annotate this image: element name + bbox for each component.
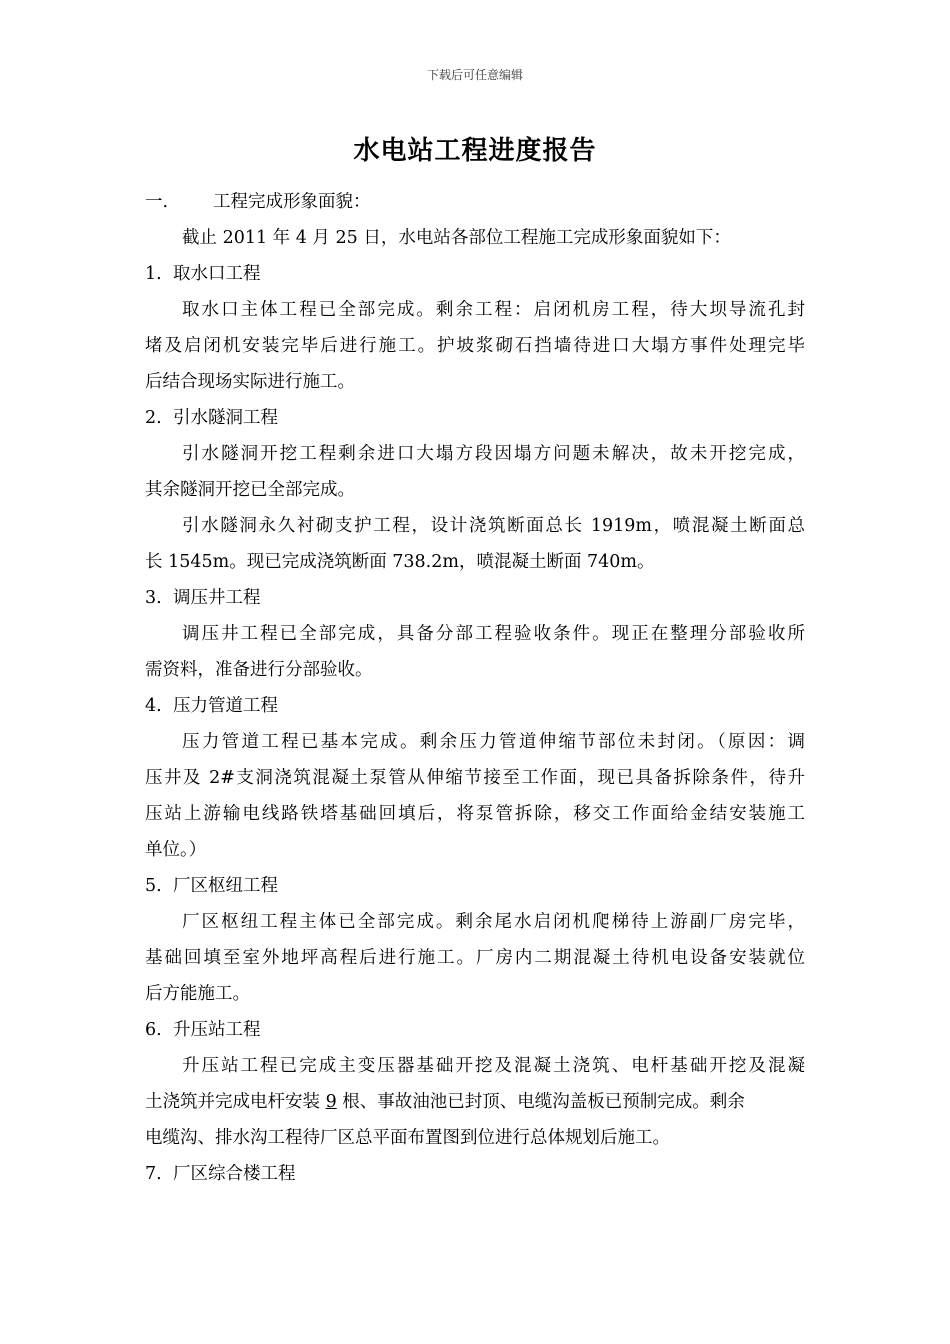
paragraph-line: 压井及 2#支洞浇筑混凝土泵管从伸缩节接至工作面，现已具备拆除条件，待升 xyxy=(145,768,805,788)
document-body xyxy=(145,184,805,1192)
item-heading xyxy=(145,1156,805,1192)
item-number: 2. xyxy=(145,408,162,428)
text-segment: 根、事故油池已封顶、电缆沟盖板已预制完成。剩余 xyxy=(336,1092,745,1112)
item-title: 升压站工程 xyxy=(173,1020,261,1040)
paragraph-line: 后结合现场实际进行施工。 xyxy=(145,372,355,392)
item-title: 压力管道工程 xyxy=(173,696,278,716)
text-segment: 土浇筑并完成电杆安装 xyxy=(145,1092,326,1112)
paragraph-line: 调压井工程已全部完成，具备分部工程验收条件。现正在整理分部验收所 xyxy=(182,624,805,644)
item-title: 引水隧洞工程 xyxy=(173,408,278,428)
item-title: 厂区综合楼工程 xyxy=(173,1164,296,1184)
paragraph-line: 引水隧洞永久衬砌支护工程，设计浇筑断面总长 1919m，喷混凝土断面总 xyxy=(182,516,805,536)
item-heading xyxy=(145,1012,805,1048)
intro-paragraph: 截止 2011 年 4 月 25 日，水电站各部位工程施工完成形象面貌如下： xyxy=(182,228,731,248)
item-heading xyxy=(145,580,805,616)
item-heading xyxy=(145,400,805,436)
item-number: 7. xyxy=(145,1164,162,1184)
paragraph-line: 其余隧洞开挖已全部完成。 xyxy=(145,480,355,500)
paragraph-line: 压力管道工程已基本完成。剩余压力管道伸缩节部位未封闭。（原因：调 xyxy=(182,732,805,752)
item-title: 取水口工程 xyxy=(173,264,261,284)
item-heading xyxy=(145,256,805,292)
paragraph-line: 厂区枢纽工程主体已全部完成。剩余尾水启闭机爬梯待上游副厂房完毕， xyxy=(182,912,805,932)
section-heading xyxy=(145,184,805,220)
paragraph-line: 压站上游输电线路铁塔基础回填后，将泵管拆除，移交工作面给金结安装施工 xyxy=(145,804,805,824)
item-title: 调压井工程 xyxy=(173,588,261,608)
item-number: 5. xyxy=(145,876,162,896)
paragraph-line: 单位。） xyxy=(145,840,207,860)
paragraph-line: 升压站工程已完成主变压器基础开挖及混凝土浇筑、电杆基础开挖及混凝 xyxy=(182,1056,805,1076)
item-number: 4. xyxy=(145,696,162,716)
paragraph-line: 引水隧洞开挖工程剩余进口大塌方段因塌方问题未解决，故未开挖完成， xyxy=(182,444,805,464)
paragraph-line: 需资料，准备进行分部验收。 xyxy=(145,660,373,680)
page-title: 水电站工程进度报告 xyxy=(353,136,597,166)
item-number: 6. xyxy=(145,1020,162,1040)
paragraph-line: 长 1545m。现已完成浇筑断面 738.2m，喷混凝土断面 740m。 xyxy=(145,552,655,572)
paragraph-line: 基础回填至室外地坪高程后进行施工。厂房内二期混凝土待机电设备安装就位 xyxy=(145,948,805,968)
section-number: 一. xyxy=(145,192,169,212)
paragraph-line: 取水口主体工程已全部完成。剩余工程：启闭机房工程，待大坝导流孔封 xyxy=(182,300,805,320)
item-number: 1. xyxy=(145,264,162,284)
item-title: 厂区枢纽工程 xyxy=(173,876,278,896)
paragraph-line: 堵及启闭机安装完毕后进行施工。护坡浆砌石挡墙待进口大塌方事件处理完毕 xyxy=(145,336,805,356)
item-heading xyxy=(145,688,805,724)
item-heading xyxy=(145,868,805,904)
item-number: 3. xyxy=(145,588,162,608)
underlined-number: 9 xyxy=(325,1092,337,1112)
paragraph-line: 电缆沟、排水沟工程待厂区总平面布置图到位进行总体规划后施工。 xyxy=(145,1128,670,1148)
paragraph-line: 后方能施工。 xyxy=(145,984,250,1004)
header-note: 下载后可任意编辑 xyxy=(426,68,523,82)
section-title: 工程完成形象面貌： xyxy=(213,192,371,212)
paragraph-line xyxy=(145,1084,805,1120)
